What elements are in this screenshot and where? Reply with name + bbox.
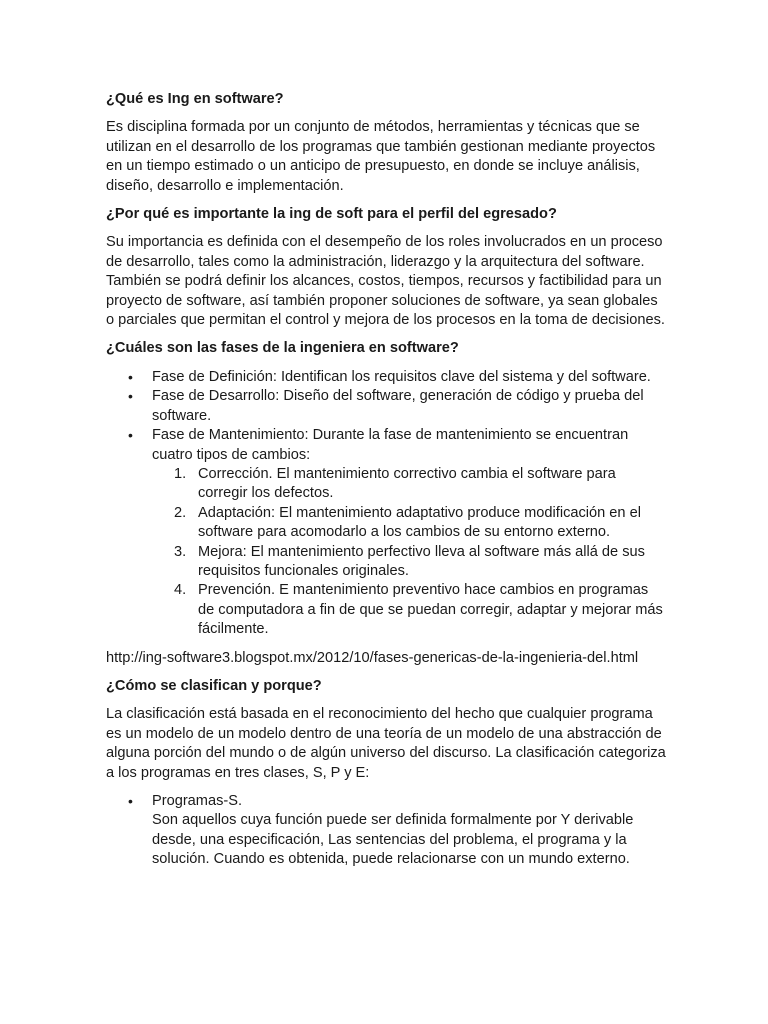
change-item	[152, 465, 666, 504]
paragraph-definicion: Es disciplina formada por un conjunto de métodos, herramientas y técnicas que se utilizan en el desarrollo de los programas que también gestionan mediante proyectos en un tiempo estimado o un anticipo de presupuesto, en donde se incluye análisis, diseño, desarrollo e implementación.	[106, 119, 656, 194]
change-item	[152, 504, 666, 543]
phase-text: Fase de Definición: Identifican los requisitos clave del sistema y del software.	[152, 368, 651, 385]
program-class-text: Son aquellos cuya función puede ser definida formalmente por Y derivable desde, una especificación, Las sentencias del problema, el programa y la solución. Cuando es obtenida, puede relacionarse con un mundo externo.	[152, 812, 634, 868]
program-classes-list	[106, 792, 666, 870]
source-url: http://ing-software3.blogspot.mx/2012/10/fases-genericas-de-la-ingenieria-del.html	[106, 649, 639, 666]
phase-text: Fase de Desarrollo: Diseño del software, generación de código y prueba del software.	[152, 388, 644, 424]
program-class-title: • Programas-S.	[152, 793, 243, 809]
change-item	[152, 581, 666, 639]
paragraph-importancia: Su importancia es definida con el desempeño de los roles involucrados en un proceso de desarrollo, tales como la administración, liderazgo y la arquitectura del software. También se podrá definir los alcances, costos, tiempos, recursos y factibilidad para un proyecto de software, así también proponer soluciones de software, ya sean globales o parciales que permitan el control y mejora de los procesos en la toma de decisiones.	[106, 234, 665, 329]
paragraph-clasificacion: La clasificación está basada en el reconocimiento del hecho que cualquier programa es un modelo de un modelo dentro de una teoría de un modelo de una abstracción de alguna porción del mundo o de algún universo del discurso. La clasificación categoriza a los programas en tres clases, S, P y E:	[106, 706, 666, 781]
list-number: 1.	[174, 465, 187, 482]
change-text: Prevención. E mantenimiento preventivo hace cambios en programas de computadora a fin de que se puedan corregir, adaptar y mejorar más fácilmente.	[198, 582, 663, 638]
change-text: Mejora: El mantenimiento perfectivo lleva al software más allá de sus requisitos funcionales originales.	[198, 543, 645, 579]
heading-importancia: ¿Por qué es importante la ing de soft para el perfil del egresado?	[106, 206, 557, 223]
list-number: 4.	[174, 582, 187, 599]
change-text: Corrección. El mantenimiento correctivo cambia el software para corregir los defectos.	[198, 465, 616, 502]
change-item	[152, 543, 666, 582]
list-number: 2.	[174, 504, 187, 521]
heading-clasificacion: ¿Cómo se clasifican y porque?	[106, 677, 322, 694]
change-text: Adaptación: El mantenimiento adaptativo produce modificación en el software para acomodarlo a los cambios de su entorno externo.	[198, 504, 641, 541]
phase-item-definicion	[106, 368, 666, 387]
change-types-list	[152, 465, 666, 640]
heading-fases: ¿Cuáles son las fases de la ingeniera en software?	[106, 340, 459, 357]
document-page	[106, 90, 666, 879]
list-number: 3.	[174, 543, 187, 560]
phase-item-desarrollo	[106, 387, 666, 426]
phase-text: Fase de Mantenimiento: Durante la fase de mantenimiento se encuentran cuatro tipos de cambios:	[152, 427, 629, 463]
heading-que-es: ¿Qué es Ing en software?	[106, 91, 284, 107]
phase-item-mantenimiento	[106, 426, 666, 639]
phases-list	[106, 368, 666, 640]
program-class-item	[106, 792, 666, 870]
